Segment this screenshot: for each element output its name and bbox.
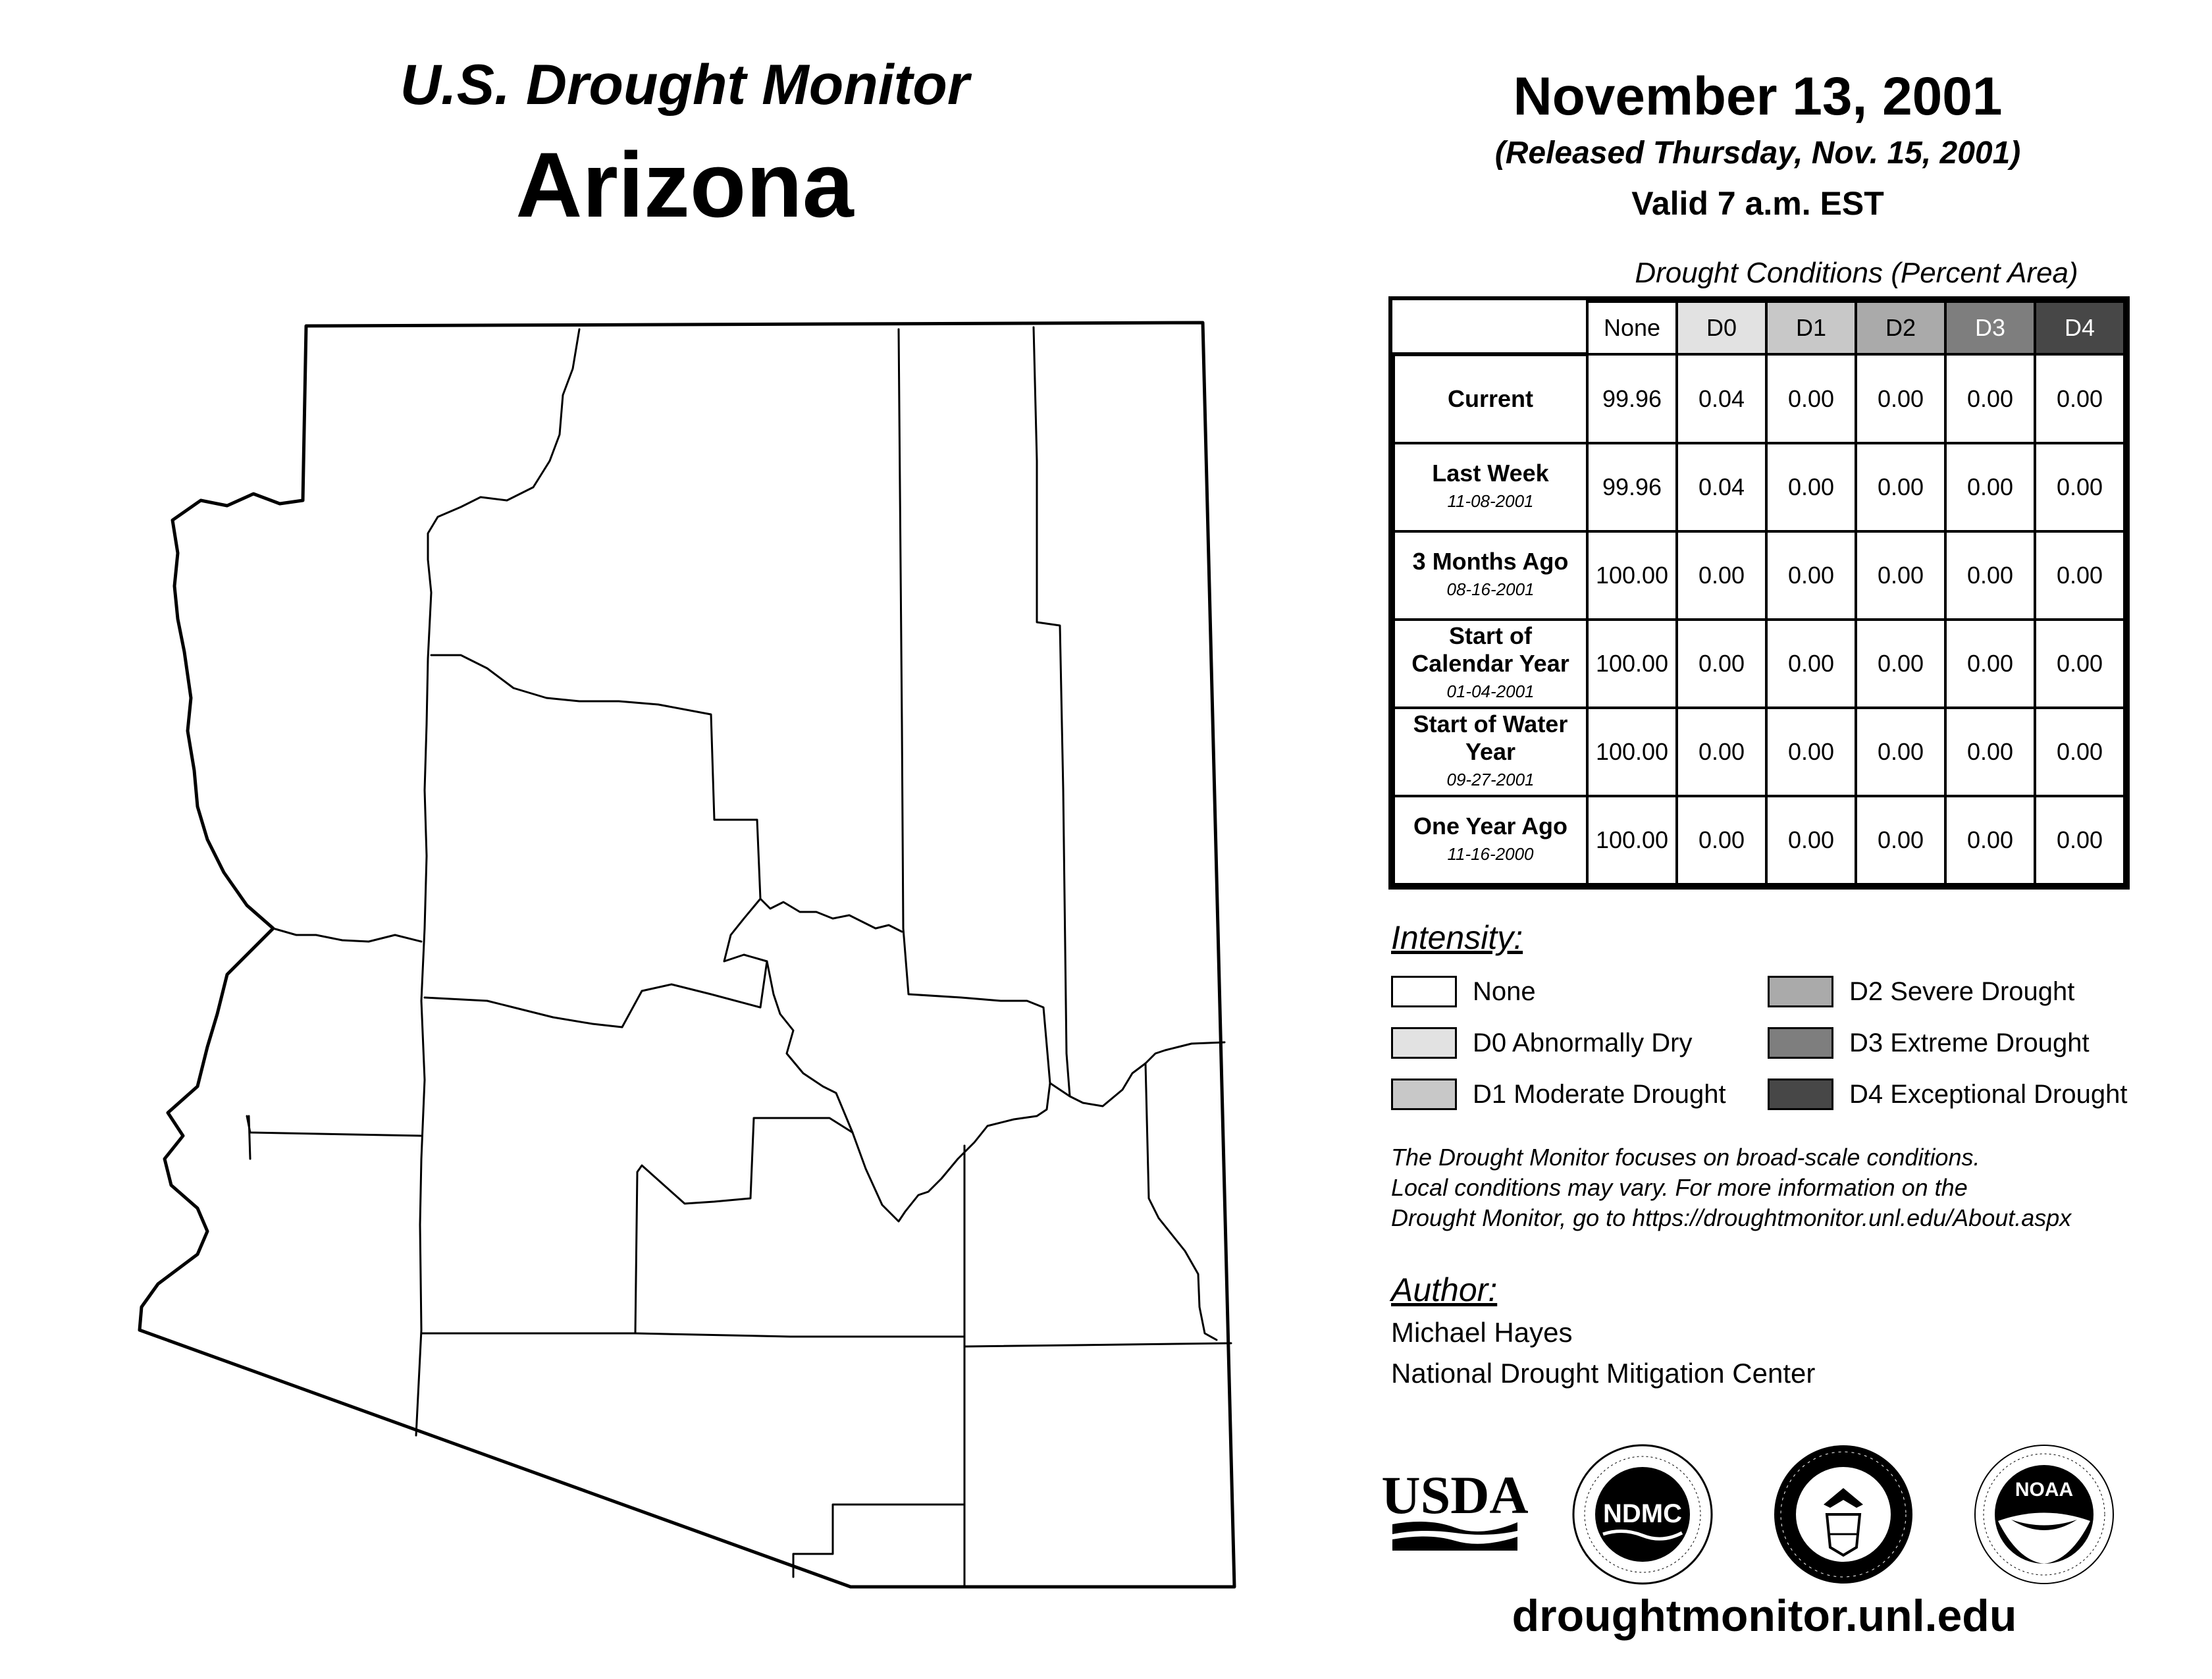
- row-label: [1394, 443, 1587, 531]
- legend-label: D2 Severe Drought: [1849, 976, 2075, 1006]
- table-cell: 0.00: [2035, 708, 2124, 796]
- table-cell: 0.00: [1856, 796, 1945, 884]
- table-cell: 0.00: [1766, 796, 1856, 884]
- table-cell: 0.00: [1677, 796, 1766, 884]
- county-line: [760, 899, 902, 932]
- monitor-title: U.S. Drought Monitor: [400, 53, 970, 117]
- table-cell: 100.00: [1587, 708, 1677, 796]
- table-cell: 0.00: [1945, 354, 2035, 443]
- author-organization: National Drought Mitigation Center: [1391, 1358, 1816, 1389]
- table-cell: 0.00: [1677, 531, 1766, 620]
- disclaimer-note: [1391, 1142, 2168, 1233]
- table-cell: 0.00: [1945, 796, 2035, 884]
- legend-item: [1391, 1026, 1692, 1060]
- drought-stats-table: [1392, 300, 2126, 886]
- usda-logo: [1381, 1462, 1529, 1554]
- legend-swatch: [1391, 1027, 1457, 1059]
- row-label-text: Current: [1447, 385, 1533, 412]
- table-cell: 0.00: [1677, 708, 1766, 796]
- note-line: Local conditions may vary. For more information on the: [1391, 1174, 1968, 1201]
- legend-item: [1768, 1077, 2127, 1111]
- row-label: [1394, 708, 1587, 796]
- table-cell: 0.00: [2035, 620, 2124, 708]
- column-header-d2: D2: [1856, 302, 1945, 354]
- row-label-text: Start of Water Year: [1413, 710, 1568, 765]
- legend-title: Intensity:: [1391, 919, 1523, 956]
- ndmc-logo-text: NDMC: [1603, 1499, 1682, 1528]
- county-line: [964, 1343, 1231, 1346]
- county-line: [431, 655, 760, 899]
- legend-label: D3 Extreme Drought: [1849, 1028, 2090, 1057]
- table-cell: 100.00: [1587, 531, 1677, 620]
- table-cell: 0.00: [1766, 443, 1856, 531]
- legend-swatch: [1391, 1079, 1457, 1110]
- legend-item: [1768, 1026, 2090, 1060]
- header-blank-cell: [1394, 302, 1587, 354]
- row-date: 09-27-2001: [1446, 770, 1535, 789]
- column-header-none: None: [1587, 302, 1677, 354]
- table-cell: 0.00: [1856, 531, 1945, 620]
- table-cell: 0.00: [1766, 708, 1856, 796]
- row-label-text: Last Week: [1432, 460, 1549, 487]
- table-cell: 0.00: [2035, 531, 2124, 620]
- commerce-seal-logo: [1771, 1442, 1916, 1587]
- map-date: November 13, 2001: [1513, 67, 2003, 126]
- table-row: [1394, 531, 2124, 620]
- row-label: [1394, 620, 1587, 708]
- legend-label: D0 Abnormally Dry: [1473, 1028, 1693, 1057]
- legend-label: D4 Exceptional Drought: [1849, 1079, 2128, 1109]
- county-line: [635, 1118, 853, 1333]
- table-cell: 0.00: [2035, 354, 2124, 443]
- state-title: Arizona: [515, 133, 854, 236]
- table-cell: 0.00: [2035, 796, 2124, 884]
- note-line: The Drought Monitor focuses on broad-scale conditions.: [1391, 1144, 1980, 1171]
- row-label: [1394, 531, 1587, 620]
- table-cell: 0.04: [1677, 443, 1766, 531]
- table-cell: 0.00: [1945, 443, 2035, 531]
- legend-label: D1 Moderate Drought: [1473, 1079, 1726, 1109]
- county-line: [1034, 327, 1070, 1096]
- table-row: [1394, 708, 2124, 796]
- legend-item: [1391, 974, 1536, 1009]
- legend-item: [1768, 974, 2074, 1009]
- table-cell: 0.00: [1766, 531, 1856, 620]
- row-label-text: One Year Ago: [1413, 813, 1568, 840]
- legend-label: None: [1473, 976, 1536, 1006]
- county-line: [1146, 1063, 1217, 1340]
- column-header-d3: D3: [1945, 302, 2035, 354]
- table-cell: 0.00: [1945, 531, 2035, 620]
- legend-swatch: [1768, 976, 1833, 1007]
- table-cell: 0.00: [1766, 354, 1856, 443]
- county-line: [247, 1116, 421, 1136]
- table-header-row: [1394, 302, 2124, 354]
- county-line: [416, 329, 579, 1435]
- table-cell: 0.00: [2035, 443, 2124, 531]
- table-cell: 0.00: [1856, 708, 1945, 796]
- legend-item: [1391, 1077, 1726, 1111]
- row-date: 11-16-2000: [1447, 844, 1534, 864]
- table-row: [1394, 796, 2124, 884]
- table-row: [1394, 620, 2124, 708]
- row-date: 01-04-2001: [1446, 681, 1535, 701]
- table-cell: 0.00: [1856, 354, 1945, 443]
- author-name: Michael Hayes: [1391, 1317, 1573, 1348]
- release-date: (Released Thursday, Nov. 15, 2001): [1494, 136, 2021, 171]
- table-caption: Drought Conditions (Percent Area): [1635, 257, 2078, 289]
- table-cell: 100.00: [1587, 796, 1677, 884]
- state-outline: [140, 323, 1234, 1587]
- table-cell: 0.00: [1766, 620, 1856, 708]
- legend-swatch: [1391, 976, 1457, 1007]
- legend-swatch: [1768, 1027, 1833, 1059]
- county-line: [273, 928, 421, 942]
- valid-time: Valid 7 a.m. EST: [1631, 185, 1884, 222]
- table-cell: 0.00: [1945, 708, 2035, 796]
- column-header-d1: D1: [1766, 302, 1856, 354]
- row-date: 11-08-2001: [1447, 491, 1534, 511]
- author-title: Author:: [1391, 1271, 1498, 1308]
- legend-swatch: [1768, 1079, 1833, 1110]
- table-cell: 0.00: [1856, 620, 1945, 708]
- table-cell: 0.04: [1677, 354, 1766, 443]
- county-line: [425, 899, 767, 1027]
- table-row: [1394, 354, 2124, 443]
- table-cell: 0.00: [1856, 443, 1945, 531]
- table-cell: 99.96: [1587, 354, 1677, 443]
- row-label-text: Start of Calendar Year: [1411, 622, 1569, 677]
- column-header-d4: D4: [2035, 302, 2124, 354]
- table-cell: 0.00: [1945, 620, 2035, 708]
- row-label-text: 3 Months Ago: [1412, 548, 1569, 575]
- note-line: Drought Monitor, go to https://droughtmonitor.unl.edu/About.aspx: [1391, 1204, 2072, 1231]
- table-row: [1394, 443, 2124, 531]
- row-date: 08-16-2001: [1446, 579, 1535, 599]
- usda-logo-text: USDA: [1381, 1465, 1529, 1525]
- county-line: [793, 1505, 964, 1577]
- ndmc-logo: [1570, 1442, 1715, 1587]
- table-cell: 99.96: [1587, 443, 1677, 531]
- table-cell: 100.00: [1587, 620, 1677, 708]
- row-label: [1394, 354, 1587, 443]
- noaa-logo-text: NOAA: [2014, 1479, 2074, 1501]
- county-line: [899, 329, 1050, 1083]
- table-cell: 0.00: [1677, 620, 1766, 708]
- website-url[interactable]: droughtmonitor.unl.edu: [1512, 1591, 2017, 1641]
- column-header-d0: D0: [1677, 302, 1766, 354]
- county-line: [249, 1116, 250, 1159]
- row-label: [1394, 796, 1587, 884]
- county-line: [421, 1333, 964, 1337]
- noaa-logo: [1972, 1442, 2117, 1587]
